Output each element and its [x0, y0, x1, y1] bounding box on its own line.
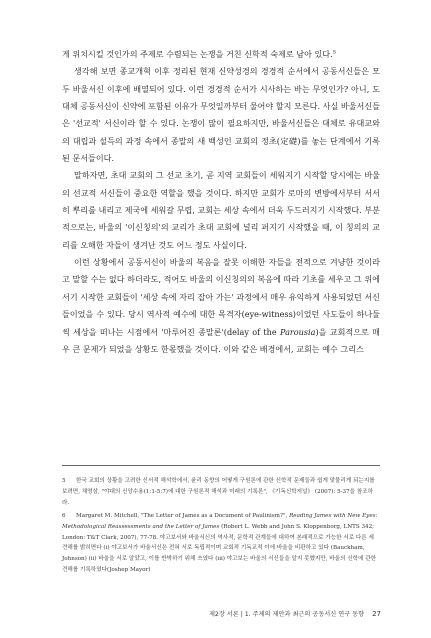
paragraph-4: 이런 상황에서 공동서신이 바울의 복음을 잘못 이해한 자들을 전적으로 겨냥한 것이라고 말할 수는 없다 하더라도, 적어도 바울의 이신칭의의 복음에 따라 기초를 세우고 그 위에 서기 시작한 교회들이 '세상 속에 자리 잡아 가는' 과정에서 매우 유익하게 사용되었던 서신들이었을 수 있다. 당시 역사적 예수에 대한 목격자(eye-witness)이었던 사도들이 하나둘씩 세상을 떠나는 시점에서 '마루어진 종말론'(delay of the Parousia)을 교회적으로 매우 큰 문제가 되었을 상황도 한몫했을 것이다. 이와 같은 배경에서, 교회는 예수 그리스 — [62, 257, 380, 354]
footnotes — [62, 476, 380, 578]
book-title: Reading James with New Eyes: Methodological Reassessments and the Letter of James — [62, 512, 378, 530]
footnote-6: 6 Margaret M. Mitchell, "The Letter of James as a Document of Paulinism?", Reading James with New Eyes: Methodological Reassessments and the Letter of James (Robert L. Webb and John S. Kloppenborg, LNTS 342; London: T&T Clark, 2007), 77-78. 야고보서와 바울서신의 역사적, 문학적 관계들에 대하여 본래적으로 가능한 서로 다른 세 견해를 밝히면다 (i) 야고보서가 바울서신은 전혀 서로 독립적이며 교회적 기독교적 이에 바울을 비판하고 있다 (Bauckham, Johnson) (ii) 바울을 서로 알았고, 이를 반박하기 위해 쓰였다 (iii) 야고보는 바울의 서신들을 알지 못했지만, 바울의 신학에 관한 견해를 기록하였다(Joshep Mayor) — [62, 512, 378, 574]
footnote-5 — [62, 476, 380, 509]
footnote-text: 한국 교회의 상황을 고려한 신서적 해석학에서, 윤리 동향의 어떻게 구원론에 관한 신학적 문제들과 쉽게 맞물리게 되는지를 보려면, 채영삼, "야대의 신앙수용(1:1-5:7)에 대한 구원론적 해석과 미래의 기록론", 《기독신학저널》 (2007): 5-37을 참조하라. — [62, 478, 375, 506]
paragraph-1: 게 위치시킬 것인가의 주제로 수렴되는 논쟁을 거친 신학적 숙제로 남아 있다.$^5$ — [62, 49, 336, 59]
italic-term: Parousia — [280, 326, 316, 337]
footnote-number: 6 — [62, 512, 66, 519]
paragraph-3: 말하자면, 초대 교회의 그 선교 초기, 곧 지역 교회들이 세워지기 시작할 당시에는 바울의 선교적 서신들이 중요한 역할을 했을 것이다. 하지만 교회가 로마의 변방에서부터 서서히 뿌리를 내리고 제국에 세워갈 무렵, 교회는 세상 속에서 더욱 두드러지기 시작했다. 부분적으로는, 바울의 '이신칭의'의 교리가 초대 교회에 널리 퍼지기 시작했을 때, 이 칭의의 교리를 오해한 자들이 생겨난 것도 어느 정도 사실이다. — [62, 170, 380, 250]
body-text — [62, 46, 380, 358]
footnote-number: 5 — [62, 478, 66, 484]
footnote-divider — [62, 465, 380, 466]
page-number: 27 — [372, 610, 381, 618]
running-footer — [209, 609, 381, 618]
footnote-ref-5[interactable]: 5 — [332, 49, 336, 56]
paragraph-2: 생각해 보면 종교개혁 이후 정리된 현재 신약성경의 경경적 순서에서 공동서신들은 모두 바울서신 이후에 배열되어 있다. 이런 경경적 순서가 시사하는 바는 무엇인가? 아니, 도대체 공동서신이 신약에 포함된 이유가 무엇일까부터 물어야 할지 모른다. 사실 바울서신들은 '선교적' 서신이라 할 수 있다. 논쟁이 많이 필요하지만, 바울서신들은 대체로 유대교와의 대립과 설득의 과정 속에서 종말의 새 백성인 교회의 정초(定礎)를 놓는 단계에서 기록된 문서들이다. — [62, 66, 380, 164]
chapter-title: 제2장 서론 | 1. 주제의 제안과 최근의 공동서신 연구 동향 — [208, 611, 365, 618]
